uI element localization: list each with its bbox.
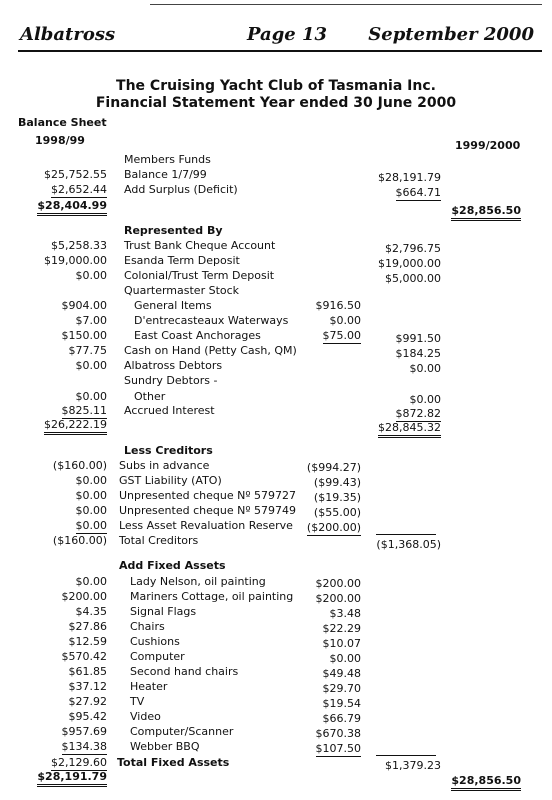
row-label: Cushions	[130, 635, 180, 648]
header-page: Page 13	[247, 24, 328, 45]
sub-value: ($200.00)	[306, 521, 361, 534]
sub-value: $200.00	[315, 592, 361, 605]
row-label: Unpresented cheque Nº 579749	[119, 504, 296, 517]
prev-value: $0.00	[75, 474, 107, 487]
prev-value: $25,752.55	[44, 168, 107, 181]
column-prev-year: 1998/99	[35, 134, 85, 147]
curr-value: $0.00	[409, 393, 441, 406]
row-label: Trust Bank Cheque Account	[124, 239, 276, 252]
sub-value: $0.00	[329, 652, 361, 665]
prev-value: $4.35	[75, 605, 107, 618]
fixed-total-label: Total Fixed Assets	[117, 756, 230, 769]
curr-value: $19,000.00	[378, 257, 441, 270]
row-label: Second hand chairs	[130, 665, 239, 678]
curr-value: $2,796.75	[385, 242, 441, 255]
prev-value: $95.42	[68, 710, 107, 723]
row-label: Computer/Scanner	[130, 725, 234, 738]
prev-value: $12.59	[68, 635, 107, 648]
sub-value: $670.38	[315, 727, 361, 740]
represented-total-prev: $26,222.19	[44, 418, 107, 435]
row-label: Signal Flags	[130, 605, 197, 618]
curr-value: $184.25	[395, 347, 441, 360]
curr-value: $0.00	[409, 362, 441, 375]
top-rule	[150, 4, 542, 5]
row-label: Mariners Cottage, oil painting	[130, 590, 294, 603]
row-label: Other	[134, 390, 166, 403]
row-label: D'entrecasteaux Waterways	[134, 314, 289, 327]
fixed-rule	[376, 755, 436, 756]
creditors-rule	[376, 534, 436, 535]
prev-value: $134.38	[61, 740, 107, 753]
row-label: Lady Nelson, oil painting	[130, 575, 266, 588]
row-label: Esanda Term Deposit	[124, 254, 240, 267]
header-rule	[18, 50, 542, 52]
prev-value: $957.69	[61, 725, 107, 738]
row-label: Webber BBQ	[130, 740, 200, 753]
sub-value: $200.00	[315, 577, 361, 590]
curr-value: $664.71	[395, 186, 441, 199]
header-publication: Albatross	[20, 24, 116, 45]
prev-value: $0.00	[75, 575, 107, 588]
sub-value: $22.29	[322, 622, 361, 635]
sub-value: ($994.27)	[306, 461, 361, 474]
title-club: The Cruising Yacht Club of Tasmania Inc.	[116, 78, 436, 94]
prev-value: $0.00	[75, 519, 107, 532]
row-label: GST Liability (ATO)	[119, 474, 222, 487]
sub-value: $75.00	[322, 329, 361, 342]
prev-value: $2,652.44	[51, 183, 107, 196]
row-label: Subs in advance	[119, 459, 210, 472]
header-date: September 2000	[368, 24, 534, 45]
fixed-subtotal-prev: $2,129.60	[51, 756, 107, 769]
row-label: Heater	[130, 680, 168, 693]
members-total-prev: $28,404.99	[37, 199, 107, 216]
prev-value: $19,000.00	[44, 254, 107, 267]
row-label: Quartermaster Stock	[124, 284, 240, 297]
prev-value: $0.00	[75, 359, 107, 372]
represented-total-curr: $28,845.32	[378, 421, 441, 438]
prev-value: $200.00	[61, 590, 107, 603]
row-label: Chairs	[130, 620, 165, 633]
row-label: Sundry Debtors -	[124, 374, 218, 387]
prev-value: $27.92	[68, 695, 107, 708]
sub-value: $29.70	[322, 682, 361, 695]
fixed-total-curr: $1,379.23	[385, 759, 441, 772]
curr-value: $28,191.79	[378, 171, 441, 184]
row-label: Less Asset Revaluation Reserve	[119, 519, 293, 532]
represented-by-heading: Represented By	[124, 224, 223, 237]
row-label: Cash on Hand (Petty Cash, QM)	[124, 344, 297, 357]
prev-value: $0.00	[75, 489, 107, 502]
sub-value: ($99.43)	[313, 476, 361, 489]
sub-value: $916.50	[315, 299, 361, 312]
prev-value: $27.86	[68, 620, 107, 633]
prev-value: $0.00	[75, 390, 107, 403]
prev-value: $0.00	[75, 269, 107, 282]
sub-value: $66.79	[322, 712, 361, 725]
row-label: Add Surplus (Deficit)	[124, 183, 238, 196]
column-curr-year: 1999/2000	[455, 139, 521, 152]
row-label: East Coast Anchorages	[134, 329, 261, 342]
prev-value: ($160.00)	[52, 459, 107, 472]
row-label: Colonial/Trust Term Deposit	[124, 269, 275, 282]
row-label: Computer	[130, 650, 185, 663]
title-statement: Financial Statement Year ended 30 June 2000	[95, 95, 457, 111]
prev-value: $570.42	[61, 650, 107, 663]
row-label: Video	[130, 710, 161, 723]
curr-value: $5,000.00	[385, 272, 441, 285]
members-total-curr: $28,856.50	[451, 204, 521, 221]
balance-sheet-label: Balance Sheet	[18, 116, 107, 129]
members-funds-label: Members Funds	[124, 153, 211, 166]
prev-value: $5,258.33	[51, 239, 107, 252]
prev-value: $904.00	[61, 299, 107, 312]
creditors-heading: Less Creditors	[124, 444, 213, 457]
sub-value: $107.50	[315, 742, 361, 755]
prev-value: $150.00	[61, 329, 107, 342]
row-label: Unpresented cheque Nº 579727	[119, 489, 296, 502]
prev-value: $61.85	[68, 665, 107, 678]
prev-value: $37.12	[68, 680, 107, 693]
creditors-total-prev: ($160.00)	[52, 534, 107, 547]
sub-value: $0.00	[329, 314, 361, 327]
row-label: TV	[130, 695, 145, 708]
grand-total-curr: $28,856.50	[451, 774, 521, 791]
curr-value: $872.82	[395, 407, 441, 420]
creditors-total-label: Total Creditors	[119, 534, 199, 547]
row-label: Balance 1/7/99	[124, 168, 207, 181]
prev-value: $77.75	[68, 344, 107, 357]
creditors-total-curr: ($1,368.05)	[376, 538, 441, 551]
sub-value: $49.48	[322, 667, 361, 680]
sub-value: $19.54	[322, 697, 361, 710]
sub-value: $10.07	[322, 637, 361, 650]
sub-value: ($55.00)	[313, 506, 361, 519]
curr-value: $991.50	[395, 332, 441, 345]
fixed-assets-heading: Add Fixed Assets	[119, 559, 226, 572]
sub-value: ($19.35)	[313, 491, 361, 504]
row-label: General Items	[134, 299, 212, 312]
grand-total-prev: $28,191.79	[37, 770, 107, 787]
sub-value: $3.48	[329, 607, 361, 620]
prev-value: $0.00	[75, 504, 107, 517]
row-label: Accrued Interest	[124, 404, 215, 417]
prev-value: $7.00	[75, 314, 107, 327]
row-label: Albatross Debtors	[124, 359, 223, 372]
prev-value: $825.11	[61, 404, 107, 417]
